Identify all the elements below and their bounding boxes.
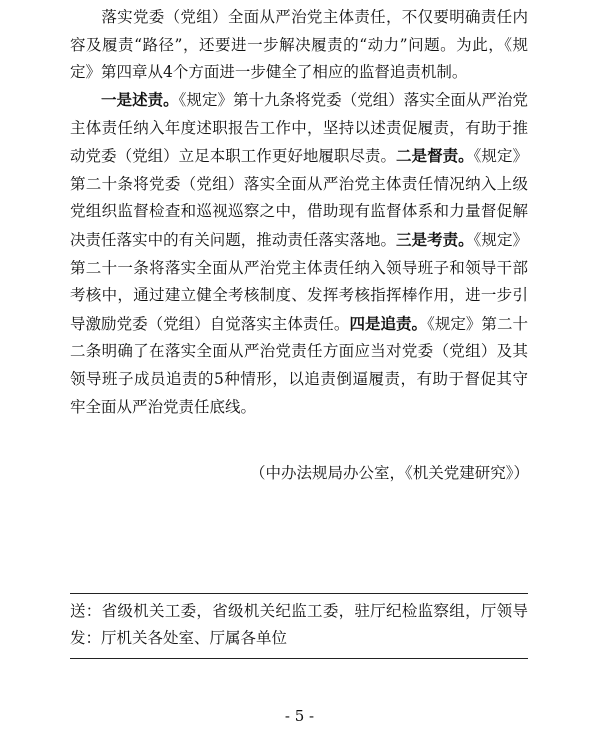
distribution-list: 送：省级机关工委，省级机关纪监工委，驻厅纪检监察组，厅领导发：厅机关各处室、厅属各单位 [70, 602, 528, 647]
distribution-bottom-rule [70, 658, 528, 659]
source-signature: （中办法规局办公室，《机关党建研究》） [249, 464, 529, 482]
distribution-top-rule [70, 593, 528, 594]
page-number: - 5 - [284, 707, 315, 725]
lead-phrase-supervise: 二是督责。 [396, 146, 474, 166]
text-accountability: 《规定》第二十二条明确了在落实全面从严治党责任方面应当对党委（党组）及其领导班子成员追责的5种情形，以追责倒逼履责，有助于督促其守牢全面从严治党责任底线。 [70, 314, 528, 416]
text-report: 《规定》第十九条将党委（党组）落实全面从严治党主体责任纳入年度述职报告工作中，坚持以述责促履责，有助于推动党委（党组）立足本职工作更好地履职尽责。 [70, 91, 528, 166]
lead-phrase-accountability: 四是追责。 [349, 313, 428, 333]
paragraph-supervision-intro [70, 4, 528, 87]
lead-phrase-assess: 三是考责。 [396, 229, 474, 249]
paragraph-four-mechanisms [70, 86, 528, 421]
text-supervise: 《规定》第二十条将党委（党组）落实全面从严治党主体责任情况纳入上级党组织监督检查和巡视巡察之中，借助现有监督体系和力量督促解决责任落实中的有关问题，推动责任落实落地。 [70, 147, 528, 249]
paragraph-text: 落实党委（党组）全面从严治党主体责任，不仅要明确责任内容及履责“路径”，还要进一步解决履责的“动力”问题。为此，《规定》第四章从4个方面进一步健全了相应的监督追责机制。 [70, 8, 528, 82]
lead-phrase-report: 一是述责。 [101, 90, 179, 109]
text-assess: 《规定》第二十一条将落实全面从严治党主体责任纳入领导班子和领导干部考核中，通过建立健全考核制度、发挥考核指挥棒作用，进一步引导激励党委（党组）自觉落实主体责任。 [70, 230, 528, 333]
